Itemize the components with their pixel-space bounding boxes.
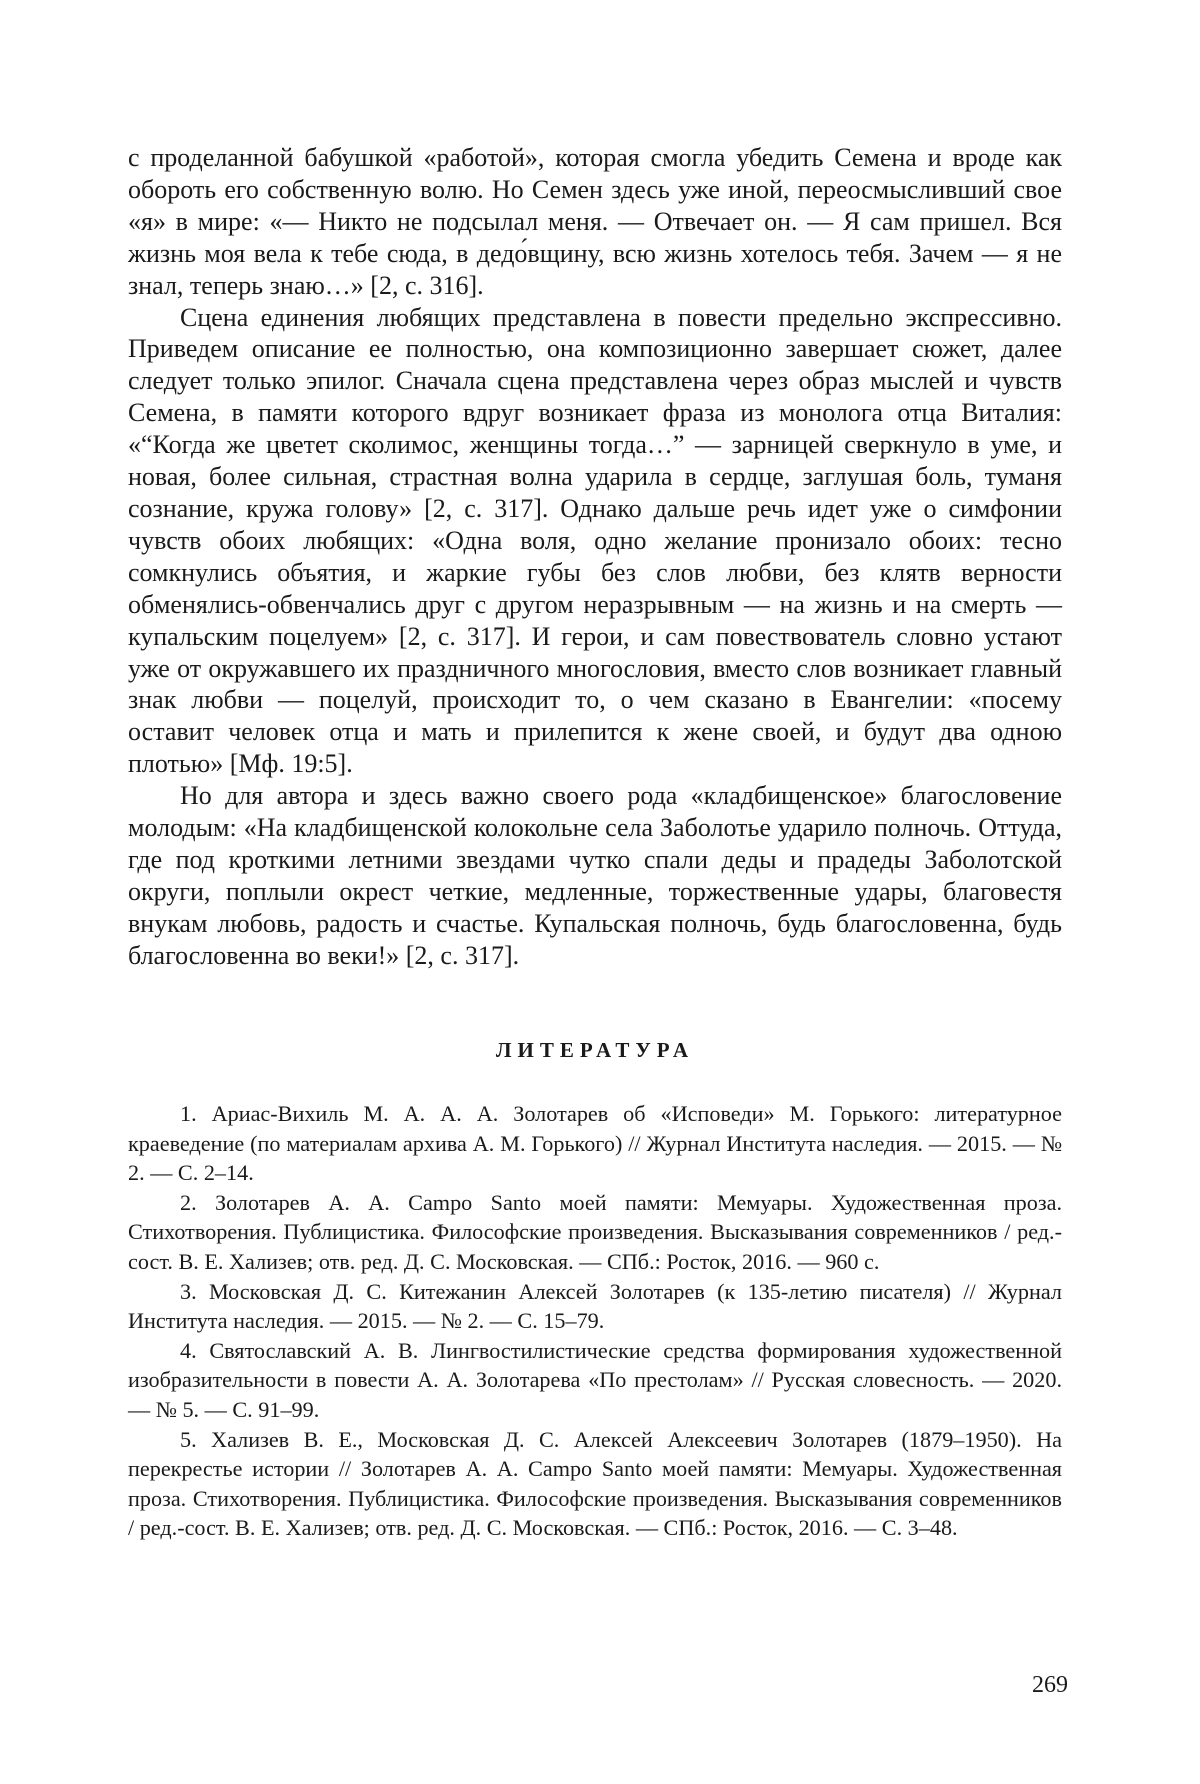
page-number: 269 bbox=[1032, 1672, 1068, 1698]
body-paragraph: Сцена единения любящих представлена в повести предельно экспрессивно. Приведем описание ее полностью, она композиционно завершает сюжет, далее следует только эпилог. Сначала сцена представлена через образ мыслей и чувств Семена, в памяти которого вдруг возникает фраза из монолога отца Виталия: «“Когда же цветет сколимос, женщины тогда…” — зарницей сверкнуло в уме, и новая, более сильная, страстная волна ударила в сердце, заглушая боль, туманя сознание, кружа голову» [2, с. 317]. Однако дальше речь идет уже о симфонии чувств обоих любящих: «Одна воля, одно желание пронизало обоих: тесно сомкнулись объятия, и жаркие губы без слов любви, без клятв верности обменялись-обвенчались друг с другом неразрывным — на жизнь и на смерть — купальским поцелуем» [2, с. 317]. И герои, и сам повествователь словно устают уже от окружавшего их праздничного многословия, вместо слов возникает главный знак любви — поцелуй, происходит то, о чем сказано в Евангелии: «посему оставит человек отца и мать и прилепится к жене своей, и будут два одною плотью» [Мф. 19:5]. bbox=[128, 302, 1062, 779]
body-text bbox=[128, 142, 1062, 972]
bibliography-entry: 2. Золотарев А. А. Campo Santo моей памяти: Мемуары. Художественная проза. Стихотворения. Публицистика. Философские произведения. Высказывания современников / ред.-сост. В. Е. Хализев; отв. ред. Д. С. Московская. — СПб.: Росток, 2016. — 960 с. bbox=[128, 1189, 1062, 1274]
body-paragraph: Но для автора и здесь важно своего рода «кладбищенское» благословение молодым: «На кладбищенской колокольне села Заболотье ударило полночь. Оттуда, где под кроткими летними звездами чутко спали деды и прадеды Заболотской округи, поплыли окрест четкие, медленные, торжественные удары, благовестя внукам любовь, радость и счастье. Купальская полночь, будь благословенна, будь благословенна во веки!» [2, с. 317]. bbox=[128, 781, 1062, 970]
body-paragraph: с проделанной бабушкой «работой», которая смогла убедить Семена и вроде как обороть его собственную волю. Но Семен здесь уже иной, переосмысливший свое «я» в мире: «— Никто не подсылал меня. — Отвечает он. — Я сам пришел. Вся жизнь моя вела к тебе сюда, в дедо́вщину, всю жизнь хотелось тебя. Зачем — я не знал, теперь знаю…» [2, с. 316]. bbox=[128, 143, 1062, 300]
bibliography-list bbox=[128, 1099, 1062, 1543]
bibliography-entry: 1. Ариас-Вихиль М. А. А. А. Золотарев об «Исповеди» М. Горького: литературное краеведение (по материалам архива А. М. Горького) // Журнал Института наследия. — 2015. — № 2. — С. 2–14. bbox=[128, 1101, 1062, 1186]
bibliography-entry: 5. Хализев В. Е., Московская Д. С. Алексей Алексеевич Золотарев (1879–1950). На перекрестье истории // Золотарев А. А. Campo Santo моей памяти: Мемуары. Художественная проза. Стихотворения. Публицистика. Философские произведения. Высказывания современников / ред.-сост. В. Е. Хализев; отв. ред. Д. С. Московская. — СПб.: Росток, 2016. — С. 3–48. bbox=[128, 1426, 1062, 1541]
bibliography-entry: 4. Святославский А. В. Лингвостилистические средства формирования художественной изобразительности в повести А. А. Золотарева «По престолам» // Русская словесность. — 2020. — № 5. — С. 91–99. bbox=[128, 1337, 1062, 1422]
bibliography-heading: ЛИТЕРАТУРА bbox=[495, 1038, 695, 1062]
bibliography-entry: 3. Московская Д. С. Китежанин Алексей Золотарев (к 135-летию писателя) // Журнал Института наследия. — 2015. — № 2. — С. 15–79. bbox=[128, 1278, 1062, 1334]
